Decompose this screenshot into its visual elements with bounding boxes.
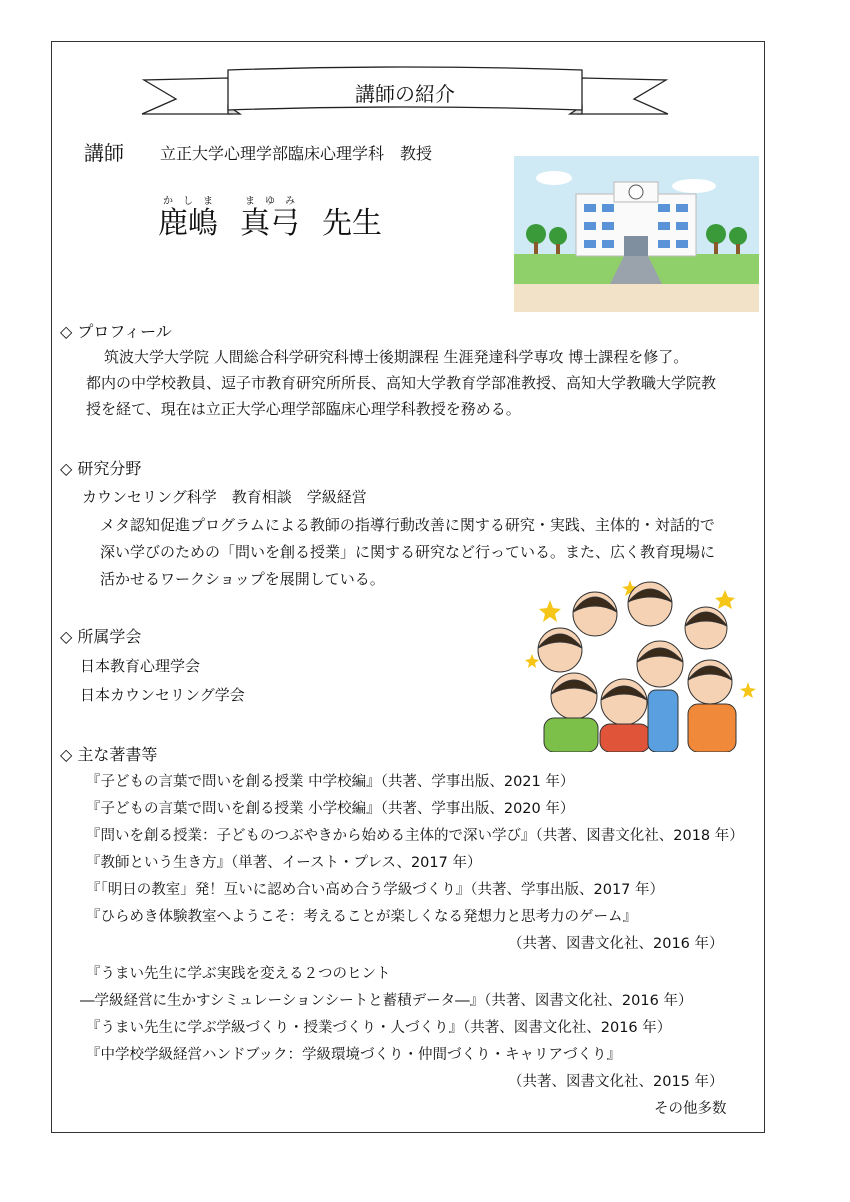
children-cheering-illustration — [520, 572, 765, 752]
book-line-3: 『問いを創る授業：子どものつぶやきから始める主体的で深い学び』（共著、図書文化社、2018 年） — [86, 828, 744, 844]
lecturer-name — [158, 196, 382, 242]
books-heading: ◇ 主な著書等 — [60, 745, 158, 764]
name-given: 真弓まゆみ — [240, 196, 300, 241]
book-line-7: （共著、図書文化社、2016 年） — [508, 936, 724, 952]
research-line-3: 活かせるワークショップを展開している。 — [100, 570, 385, 588]
profile-line-2: 都内の中学校教員、逗子市教育研究所所長、高知大学教育学部准教授、高知大学教職大学院教 — [86, 374, 717, 392]
society-item-1: 日本教育心理学会 — [80, 657, 201, 675]
name-family: 鹿嶋かしま — [158, 196, 218, 241]
research-line-1: メタ認知促進プログラムによる教師の指導行動改善に関する研究・実践、主体的・対話的で — [100, 516, 715, 534]
book-line-10: 『うまい先生に学ぶ学級づくり・授業づくり・人づくり』（共著、図書文化社、2016 年） — [86, 1020, 672, 1036]
lecturer-affiliation: 立正大学心理学部臨床心理学科 教授 — [160, 144, 433, 163]
society-item-2: 日本カウンセリング学会 — [80, 686, 245, 704]
research-line-2: 深い学びのための「問いを創る授業」に関する研究など行っている。また、広く教育現場に — [100, 543, 716, 561]
books-footer: その他多数 — [654, 1101, 727, 1117]
school-building-illustration — [514, 156, 759, 312]
banner-title: 講師の紹介 — [355, 82, 455, 106]
profile-line-1: 筑波大学大学院 人間総合科学研究科博士後期課程 生涯発達科学専攻 博士課程を修了。 — [104, 348, 689, 366]
profile-line-3: 授を経て、現在は立正大学心理学部臨床心理学科教授を務める。 — [86, 400, 521, 418]
research-heading: ◇ 研究分野 — [60, 459, 142, 478]
book-line-12: （共著、図書文化社、2015 年） — [508, 1074, 724, 1090]
lecturer-label: 講師 — [84, 141, 124, 165]
book-line-1: 『子どもの言葉で問いを創る授業 中学校編』（共著、学事出版、2021 年） — [86, 774, 575, 790]
book-line-11: 『中学校学級経営ハンドブック：学級環境づくり・仲間づくり・キャリアづくり』 — [86, 1047, 622, 1063]
book-line-2: 『子どもの言葉で問いを創る授業 小学校編』（共著、学事出版、2020 年） — [86, 801, 575, 817]
book-line-9: ―学級経営に生かすシミュレーションシートと蓄積データ―』（共著、図書文化社、2016 年） — [80, 993, 693, 1009]
book-line-4: 『教師という生き方』（単著、イースト・プレス、2017 年） — [86, 855, 482, 871]
research-fields: カウンセリング科学 教育相談 学級経営 — [82, 488, 367, 506]
societies-heading: ◇ 所属学会 — [60, 627, 142, 646]
profile-heading: ◇ プロフィール — [60, 322, 172, 341]
book-line-5: 『「明日の教室」発！互いに認め合い高め合う学級づくり』（共著、学事出版、2017 年） — [86, 882, 665, 898]
book-line-8: 『うまい先生に学ぶ実践を変える２つのヒント — [86, 966, 391, 982]
book-line-6: 『ひらめき体験教室へようこそ：考えることが楽しくなる発想力と思考力のゲーム』 — [86, 909, 637, 925]
honorific: 先生 — [322, 206, 382, 241]
